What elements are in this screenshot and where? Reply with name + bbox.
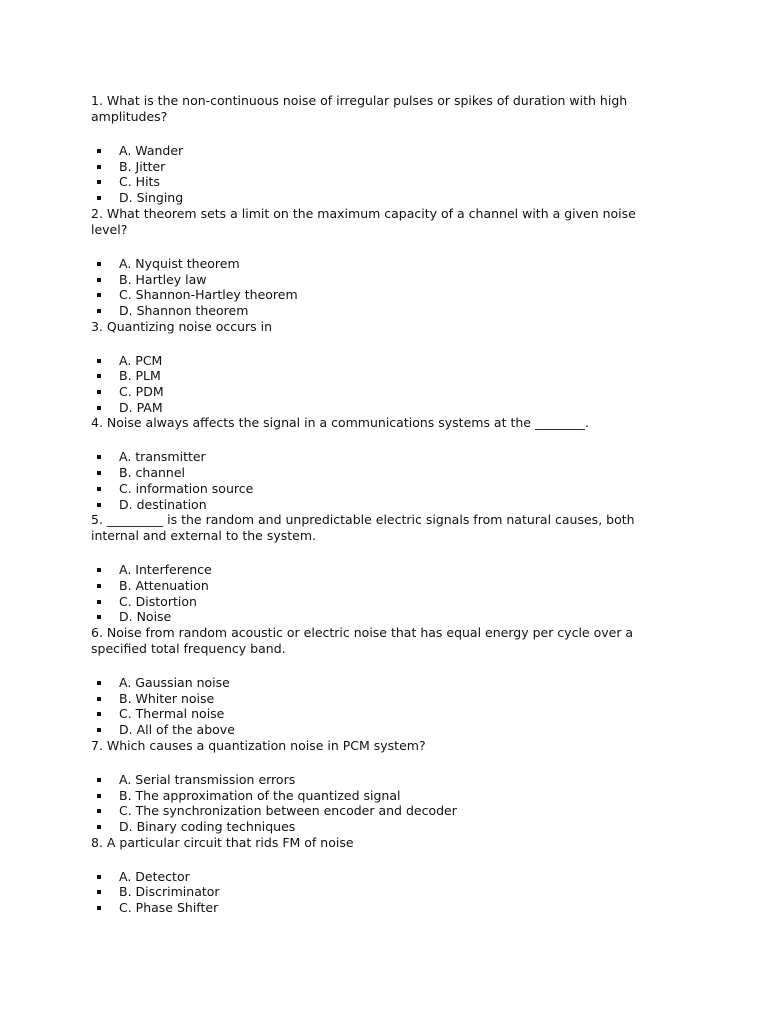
option-list bbox=[91, 562, 671, 625]
option-label: C. Hits bbox=[119, 174, 160, 190]
bullet-icon bbox=[97, 293, 101, 297]
option-label: B. Discriminator bbox=[119, 884, 220, 900]
option-label: A. transmitter bbox=[119, 449, 206, 465]
bullet-icon bbox=[97, 278, 101, 282]
bullet-icon bbox=[97, 471, 101, 475]
question-3 bbox=[91, 319, 671, 416]
option-label: D. Binary coding techniques bbox=[119, 818, 296, 834]
bullet-icon bbox=[97, 359, 101, 363]
option-item bbox=[91, 706, 671, 722]
question-text: 7. Which causes a quantization noise in PCM system? bbox=[91, 737, 426, 753]
bullet-icon bbox=[97, 809, 101, 813]
option-item bbox=[91, 869, 671, 885]
option-item bbox=[91, 256, 671, 272]
option-item bbox=[91, 368, 671, 384]
bullet-icon bbox=[97, 390, 101, 394]
option-label: B. channel bbox=[119, 465, 185, 481]
option-item bbox=[91, 143, 671, 159]
bullet-icon bbox=[97, 584, 101, 588]
option-item bbox=[91, 803, 671, 819]
option-label: C. Shannon-Hartley theorem bbox=[119, 287, 298, 303]
question-2 bbox=[91, 206, 671, 319]
option-label: D. PAM bbox=[119, 399, 163, 415]
option-label: B. Jitter bbox=[119, 158, 166, 174]
bullet-icon bbox=[97, 906, 101, 910]
question-5 bbox=[91, 512, 671, 625]
bullet-icon bbox=[97, 697, 101, 701]
bullet-icon bbox=[97, 600, 101, 604]
option-label: A. Wander bbox=[119, 143, 184, 158]
bullet-icon bbox=[97, 374, 101, 378]
option-label: D. Shannon theorem bbox=[119, 302, 249, 318]
option-label: C. PDM bbox=[119, 384, 164, 400]
option-label: A. Gaussian noise bbox=[119, 675, 230, 691]
option-item bbox=[91, 174, 671, 190]
bullet-icon bbox=[97, 180, 101, 184]
option-item bbox=[91, 481, 671, 497]
question-text: 3. Quantizing noise occurs in bbox=[91, 318, 273, 334]
option-item bbox=[91, 497, 671, 513]
question-6 bbox=[91, 625, 671, 738]
bullet-icon bbox=[97, 890, 101, 894]
option-list bbox=[91, 143, 671, 206]
question-1 bbox=[91, 93, 671, 206]
bullet-icon bbox=[97, 778, 101, 782]
question-text: 6. Noise from random acoustic or electric noise that has equal energy per cycle over a specified total frequency band. bbox=[91, 625, 634, 657]
option-item bbox=[91, 722, 671, 738]
bullet-icon bbox=[97, 728, 101, 732]
option-item bbox=[91, 353, 671, 369]
option-item bbox=[91, 594, 671, 610]
option-label: A. Serial transmission errors bbox=[119, 771, 296, 787]
question-4 bbox=[91, 415, 671, 512]
bullet-icon bbox=[97, 825, 101, 829]
option-label: B. Whiter noise bbox=[119, 690, 215, 706]
option-list bbox=[91, 256, 671, 319]
option-label: C. Phase Shifter bbox=[119, 900, 219, 916]
question-text: 4. Noise always affects the signal in a communications systems at the ________. bbox=[91, 415, 589, 431]
option-item bbox=[91, 691, 671, 707]
option-list bbox=[91, 353, 671, 416]
option-label: B. Hartley law bbox=[119, 271, 207, 287]
option-label: D. All of the above bbox=[119, 722, 235, 738]
option-label: B. Attenuation bbox=[119, 577, 209, 593]
document-page bbox=[91, 93, 671, 916]
option-item bbox=[91, 675, 671, 691]
option-label: A. Nyquist theorem bbox=[119, 255, 240, 271]
bullet-icon bbox=[97, 615, 101, 619]
option-item bbox=[91, 303, 671, 319]
option-item bbox=[91, 400, 671, 416]
option-item bbox=[91, 578, 671, 594]
bullet-icon bbox=[97, 165, 101, 169]
option-list bbox=[91, 449, 671, 512]
bullet-icon bbox=[97, 309, 101, 313]
option-item bbox=[91, 562, 671, 578]
option-list bbox=[91, 869, 671, 916]
option-item bbox=[91, 449, 671, 465]
option-label: C. Distortion bbox=[119, 593, 197, 609]
bullet-icon bbox=[97, 712, 101, 716]
question-text: 8. A particular circuit that rids FM of noise bbox=[91, 834, 354, 850]
option-label: C. Thermal noise bbox=[119, 706, 225, 722]
option-item bbox=[91, 609, 671, 625]
bullet-icon bbox=[97, 681, 101, 685]
option-label: D. destination bbox=[119, 496, 207, 512]
bullet-icon bbox=[97, 455, 101, 459]
option-label: A. Detector bbox=[119, 868, 190, 884]
question-8 bbox=[91, 835, 671, 916]
option-label: D. Noise bbox=[119, 609, 172, 625]
bullet-icon bbox=[97, 568, 101, 572]
bullet-icon bbox=[97, 875, 101, 879]
option-label: D. Singing bbox=[119, 190, 184, 206]
option-item bbox=[91, 819, 671, 835]
bullet-icon bbox=[97, 487, 101, 491]
bullet-icon bbox=[97, 149, 101, 153]
option-label: B. The approximation of the quantized signal bbox=[119, 787, 401, 803]
question-7 bbox=[91, 738, 671, 835]
option-list bbox=[91, 675, 671, 738]
option-item bbox=[91, 788, 671, 804]
option-item bbox=[91, 159, 671, 175]
option-item bbox=[91, 884, 671, 900]
bullet-icon bbox=[97, 406, 101, 410]
question-text: 2. What theorem sets a limit on the maximum capacity of a channel with a given noise level? bbox=[91, 205, 636, 237]
option-label: A. Interference bbox=[119, 562, 212, 578]
option-item bbox=[91, 900, 671, 916]
option-label: A. PCM bbox=[119, 352, 163, 368]
bullet-icon bbox=[97, 794, 101, 798]
option-item bbox=[91, 287, 671, 303]
bullet-icon bbox=[97, 196, 101, 200]
option-item bbox=[91, 772, 671, 788]
option-item bbox=[91, 384, 671, 400]
option-item bbox=[91, 272, 671, 288]
question-text: 1. What is the non-continuous noise of irregular pulses or spikes of duration with high amplitudes? bbox=[91, 93, 628, 124]
bullet-icon bbox=[97, 262, 101, 266]
bullet-icon bbox=[97, 503, 101, 507]
option-list bbox=[91, 772, 671, 835]
option-item bbox=[91, 190, 671, 206]
option-label: B. PLM bbox=[119, 368, 161, 384]
option-label: C. information source bbox=[119, 480, 254, 496]
option-label: C. The synchronization between encoder and decoder bbox=[119, 803, 457, 819]
question-text: 5. _________ is the random and unpredictable electric signals from natural causes, both internal and external to the system. bbox=[91, 512, 635, 544]
option-item bbox=[91, 465, 671, 481]
